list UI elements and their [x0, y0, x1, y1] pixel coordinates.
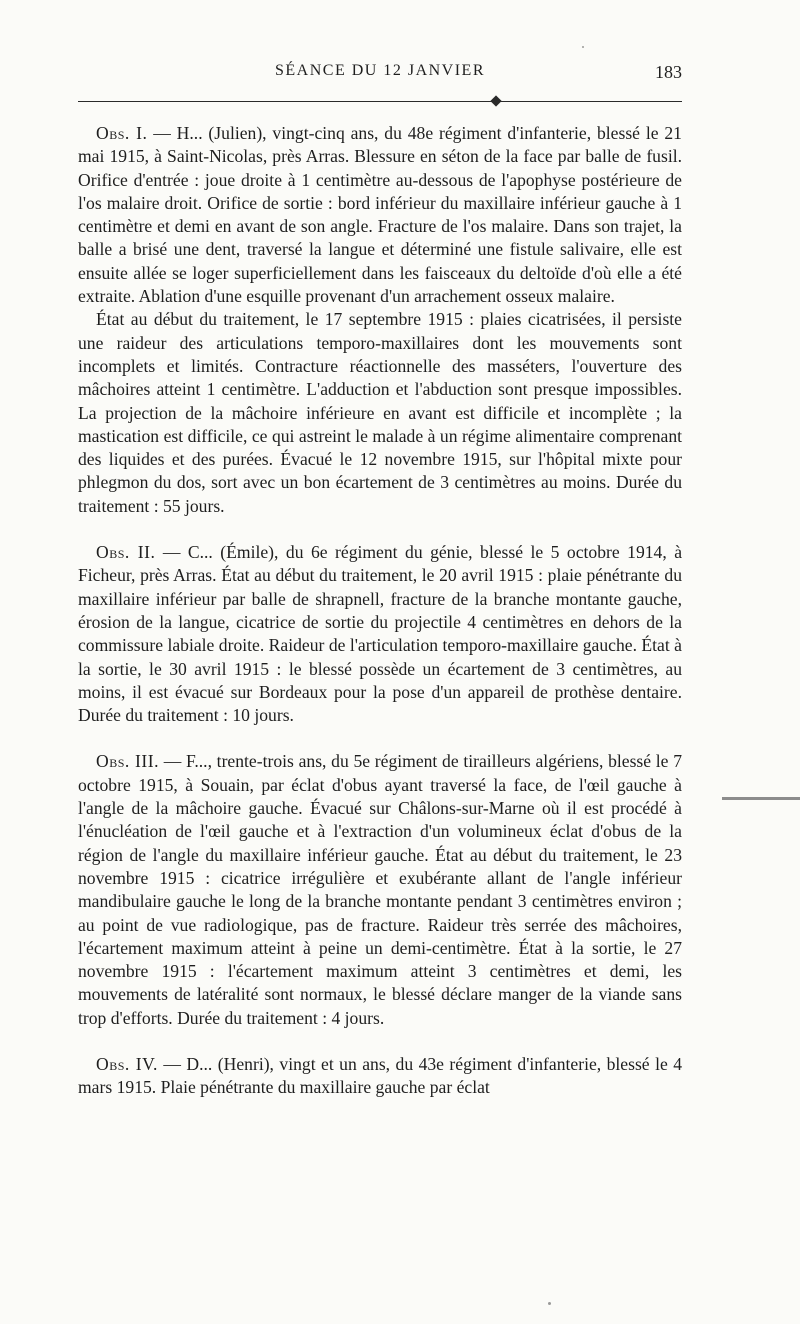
obs-label: Obs. III.: [96, 751, 159, 772]
obs-2-paragraph-1: [78, 541, 682, 727]
obs-4-paragraph-1: [78, 1053, 682, 1100]
speck: [548, 1302, 551, 1305]
obs-3-paragraph-1: [78, 750, 682, 1030]
margin-mark: [722, 797, 800, 800]
obs-label: Obs. I.: [96, 123, 148, 143]
obs-1-paragraph-2: État au début du traitement, le 17 septembre 1915 : plaies cicatrisées, il persiste une raideur des articulations temporo-maxillaires dont les mouvements sont incomplets et limités. Contracture réactionnelle des masséters, l'ouverture des mâchoires atteint 1 centimètre. L'adduction et l'abduction sont presque impossibles. La projection de la mâchoire inférieure en avant est difficile et incomplète ; la mastication est difficile, ce qui astreint le malade à un régime alimentaire comprenant des liquides et des purées. Évacué le 12 novembre 1915, sur l'hôpital mixte pour phlegmon du dos, sort avec un bon écartement de 3 centimètres au moins. Durée du traitement : 55 jours.: [78, 309, 682, 516]
obs-text: — D... (Henri), vingt et un ans, du 43e régiment d'infanterie, blessé le 4 mars 1915. Plaie pénétrante du maxillaire gauche par éclat: [78, 1053, 683, 1098]
rule-ornament: [490, 95, 501, 106]
obs-text: — H... (Julien), vingt-cinq ans, du 48e régiment d'infanterie, blessé le 21 mai 1915, à Saint-Nicolas, près Arras. Blessure en séton de la face par balle de fusil. Orifice d'entrée : joue droite à 1 centimètre au-dessous de l'apophyse postérieure de l'os malaire droit. Orifice de sortie : bord inférieur du maxillaire inférieur gauche à 1 centimètre et demi en avant de son angle. Fracture de l'os malaire. Dans son trajet, la balle a brisé une dent, traversé la langue et déterminé une fistule salivaire, elle est ensuite allée se loger superficiellement dans les faisceaux du deltoïde d'où elle a été extraite. Ablation d'une esquille provenant d'un arrachement osseux malaire.: [78, 123, 682, 307]
running-title: SÉANCE DU 12 JANVIER: [275, 62, 485, 79]
speck: [582, 46, 584, 48]
page-body: [78, 122, 682, 1100]
obs-1-paragraph-1: [78, 122, 682, 308]
obs-text: — F..., trente-trois ans, du 5e régiment de tirailleurs algériens, blessé le 7 octobre 1915, à Souain, par éclat d'obus ayant traversé la face, de l'œil gauche à l'angle de la mâchoire gauche. Évacué sur Châlons-sur-Marne où il est procédé à l'énucléation de l'œil gauche et à l'extraction d'un volumineux éclat d'obus de la région de l'angle du maxillaire inférieur gauche. État au début du traitement, le 23 novembre 1915 : cicatrice irrégulière et exubérante allant de l'angle inférieur mandibulaire gauche le long de la branche montante pendant 3 centimètres environ ; au point de vue radiologique, pas de fracture. Raideur très serrée des mâchoires, l'écartement maximum atteint à peine un demi-centimètre. État à la sortie, le 27 novembre 1915 : l'écartement maximum atteint 3 centimètres et demi, les mouvements de latéralité sont normaux, le blessé déclare manger de la viande sans trop d'efforts. Durée du traitement : 4 jours.: [78, 751, 683, 1028]
obs-label: Obs. IV.: [96, 1053, 158, 1074]
header-rule: [78, 101, 682, 102]
page-header: [78, 62, 682, 88]
page-number: 183: [655, 62, 682, 82]
obs-label: Obs. II.: [96, 542, 156, 563]
obs-text: — C... (Émile), du 6e régiment du génie, blessé le 5 octobre 1914, à Ficheur, près Arras. État au début du traitement, le 20 avril 1915 : plaie pénétrante du maxillaire inférieur par balle de shrapnell, fracture de la branche montante gauche, érosion de la langue, cicatrice de sortie du projectile 4 centimètres en dehors de la commissure labiale droite. Raideur de l'articulation temporo-maxillaire gauche. État à la sortie, le 30 avril 1915 : le blessé possède un écartement de 3 centimètres, au moins, il est évacué sur Bordeaux pour la pose d'un appareil de prothèse dentaire. Durée du traitement : 10 jours.: [78, 542, 683, 726]
